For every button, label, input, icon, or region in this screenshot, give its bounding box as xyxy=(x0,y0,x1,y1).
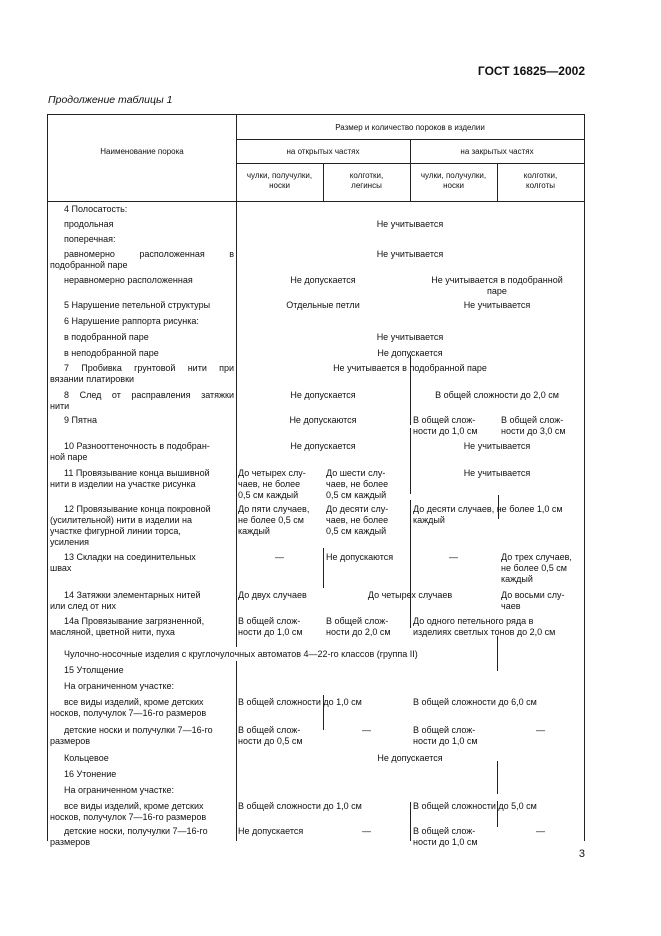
defect-15-kids-a: В общей слож- ности до 0,5 см xyxy=(238,725,303,746)
defect-14-middle: До четырех случаев xyxy=(367,590,453,600)
defect-16-limited: На ограниченном участке: xyxy=(64,785,174,795)
defect-8-line2: нити xyxy=(50,401,70,411)
defect-10-open: Не допускается xyxy=(290,441,356,451)
defect-10-closed: Не учитывается xyxy=(463,441,531,451)
defect-10-line2: ной паре xyxy=(50,452,88,462)
defect-6-matched-value: Не учитывается xyxy=(376,332,444,342)
defect-15-kids: детские носки и получулки 7—16-го xyxy=(64,725,213,735)
defect-6-unmatched-value: Не допускается xyxy=(377,348,443,358)
defect-8-closed: В общей сложности до 2,0 см xyxy=(435,390,559,400)
defect-6-title: 6 Нарушение раппорта рисунка: xyxy=(64,316,199,326)
defect-15-all-open: В общей сложности до 1,0 см xyxy=(238,697,362,707)
defect-14a-closed: До одного петельного ряда в изделиях светлых тонов до 2,0 см xyxy=(413,616,556,637)
defect-12-closed: До десяти случаев, не более 1,0 см каждый xyxy=(413,504,563,525)
page-number: 3 xyxy=(578,848,585,860)
defect-4-transverse: поперечная: xyxy=(64,234,116,244)
defect-14a-line2: масляной, цветной нити, пуха xyxy=(50,627,175,637)
defect-16-kids-line2: размеров xyxy=(50,837,91,847)
defect-12-line3: участке фигурной линии торса, xyxy=(50,526,181,536)
defect-15-ring: Кольцевое xyxy=(64,753,109,763)
defect-15-all: все виды изделий, кроме детских xyxy=(64,697,204,707)
table-continuation: Продолжение таблицы 1 xyxy=(48,94,173,106)
col-closed-tights: колготки, колготы xyxy=(523,171,558,190)
defect-6-unmatched: в неподобранной паре xyxy=(64,348,159,358)
col-closed-stockings: чулки, получулки, носки xyxy=(420,171,487,190)
defect-8-title: 8 След от расправления затяжки xyxy=(64,390,234,400)
defect-12-line4: усиления xyxy=(50,537,90,547)
group-2-heading: Чулочно-носочные изделия с круглочулочных автоматов 4—22-го классов (группа II) xyxy=(64,649,418,659)
defect-15-title: 15 Утолщение xyxy=(64,665,124,675)
defect-16-all-line2: носков, получулок 7—16-го размеров xyxy=(50,812,207,822)
defect-15-kids-d: — xyxy=(536,725,545,735)
defect-15-all-closed: В общей сложности до 6,0 см xyxy=(413,697,537,707)
defect-11-open-b: До шести слу- чаев, не более 0,5 см каждый xyxy=(326,468,389,500)
defect-16-all: все виды изделий, кроме детских xyxy=(64,801,204,811)
defect-4-uneven-open: Не допускается xyxy=(290,275,356,285)
defect-13-closed-b: До трех случаев, не более 0,5 см каждый xyxy=(501,552,572,584)
defect-13-open-b: Не допускаются xyxy=(326,552,394,562)
table-header xyxy=(48,115,584,202)
defect-12-line2: (усилительной) нити в изделии на xyxy=(50,515,192,525)
defect-4-even-value: Не учитывается xyxy=(376,249,444,259)
defect-14a-title: 14а Провязывание загрязненной, xyxy=(64,616,205,626)
defect-4-title: 4 Полосатость: xyxy=(64,204,128,214)
defect-11-title: 11 Провязывание конца вышивной xyxy=(64,468,210,478)
defect-5-open: Отдельные петли xyxy=(286,300,360,310)
defect-14-title: 14 Затяжки элементарных нитей xyxy=(64,590,201,600)
defect-14-open-a: До двух случаев xyxy=(238,590,307,600)
col-open-tights: колготки, легинсы xyxy=(349,171,384,190)
defect-12-title: 12 Провязывание конца покровной xyxy=(64,504,211,514)
col-open-stockings: чулки, получулки, носки xyxy=(246,171,313,190)
defect-14-line2: или след от них xyxy=(50,601,117,611)
defect-9-title: 9 Пятна xyxy=(64,415,97,425)
defect-16-all-closed: В общей сложности до 5,0 см xyxy=(413,801,537,811)
defect-15-kids-line2: размеров xyxy=(50,736,91,746)
defect-11-line2: нити в изделии на участке рисунка xyxy=(50,479,196,489)
defect-11-closed: Не учитывается xyxy=(463,468,531,478)
defect-16-all-open: В общей сложности до 1,0 см xyxy=(238,801,362,811)
defect-16-title: 16 Утонение xyxy=(64,769,117,779)
defect-15-kids-b: — xyxy=(362,725,371,735)
defect-11-open-a: До четырех слу- чаев, не более 0,5 см каждый xyxy=(238,468,306,500)
defect-13-line2: швах xyxy=(50,563,72,573)
defect-14a-open-a: В общей слож- ности до 1,0 см xyxy=(238,616,303,637)
defect-13-open-a: — xyxy=(275,552,284,562)
defect-16-kids-c: В общей слож- ности до 1,0 см xyxy=(413,826,478,847)
defect-15-all-line2: носков, получулок 7—16-го размеров xyxy=(50,708,207,718)
defect-4-uneven-closed: Не учитывается в подобранной паре xyxy=(431,275,563,296)
defect-15-limited: На ограниченном участке: xyxy=(64,681,174,691)
defect-5-title: 5 Нарушение петельной структуры xyxy=(64,300,211,310)
defect-7-value: Не учитывается в подобранной паре xyxy=(333,363,487,373)
defect-4-even-line2: подобранной паре xyxy=(50,260,128,270)
defect-15-ring-value: Не допускается xyxy=(377,753,443,763)
size-count-header: Размер и количество пороков в изделии xyxy=(335,123,485,132)
defect-15-kids-c: В общей слож- ности до 1,0 см xyxy=(413,725,478,746)
defects-table xyxy=(47,114,585,847)
defect-9-open: Не допускаются xyxy=(289,415,357,425)
table-body xyxy=(48,202,584,847)
defect-9-closed-b: В общей слож- ности до 3,0 см xyxy=(501,415,566,436)
defect-14-closed-b: До восьми слу- чаев xyxy=(501,590,565,611)
defect-10-title: 10 Разнооттеночность в подобран- xyxy=(64,441,210,451)
defect-9-closed-a: В общей слож- ности до 1,0 см xyxy=(413,415,478,436)
defect-name-header: Наименование порока xyxy=(100,147,184,156)
defect-14a-open-b: В общей слож- ности до 2,0 см xyxy=(326,616,391,637)
defect-8-open: Не допускается xyxy=(290,390,356,400)
defect-16-kids: детские носки, получулки 7—16-го xyxy=(64,826,208,836)
defect-4-even: равномерно расположенная в xyxy=(64,249,234,259)
open-parts-header: на открытых частях xyxy=(286,147,360,156)
defect-4-longitudinal: продольная xyxy=(64,219,114,229)
defect-16-kids-b: — xyxy=(362,826,371,836)
defect-4-uneven: неравномерно расположенная xyxy=(64,275,193,285)
defect-7-line2: вязании платировки xyxy=(50,374,135,384)
defect-16-kids-a: Не допускается xyxy=(238,826,304,836)
defect-13-title: 13 Складки на соединительных xyxy=(64,552,196,562)
defect-16-kids-d: — xyxy=(536,826,545,836)
closed-parts-header: на закрытых частях xyxy=(460,147,534,156)
defect-6-matched: в подобранной паре xyxy=(64,332,149,342)
defect-12-open-a: До пяти случаев, не более 0,5 см каждый xyxy=(238,504,310,536)
defect-5-closed: Не учитывается xyxy=(463,300,531,310)
defect-4-longitudinal-value: Не учитывается xyxy=(376,219,444,229)
defect-7-title: 7 Пробивка грунтовой нити при xyxy=(64,363,234,373)
defect-13-closed-a: — xyxy=(449,552,458,562)
standard-number: ГОСТ 16825—2002 xyxy=(477,64,585,78)
defect-12-open-b: До десяти слу- чаев, не более 0,5 см каждый xyxy=(326,504,389,536)
